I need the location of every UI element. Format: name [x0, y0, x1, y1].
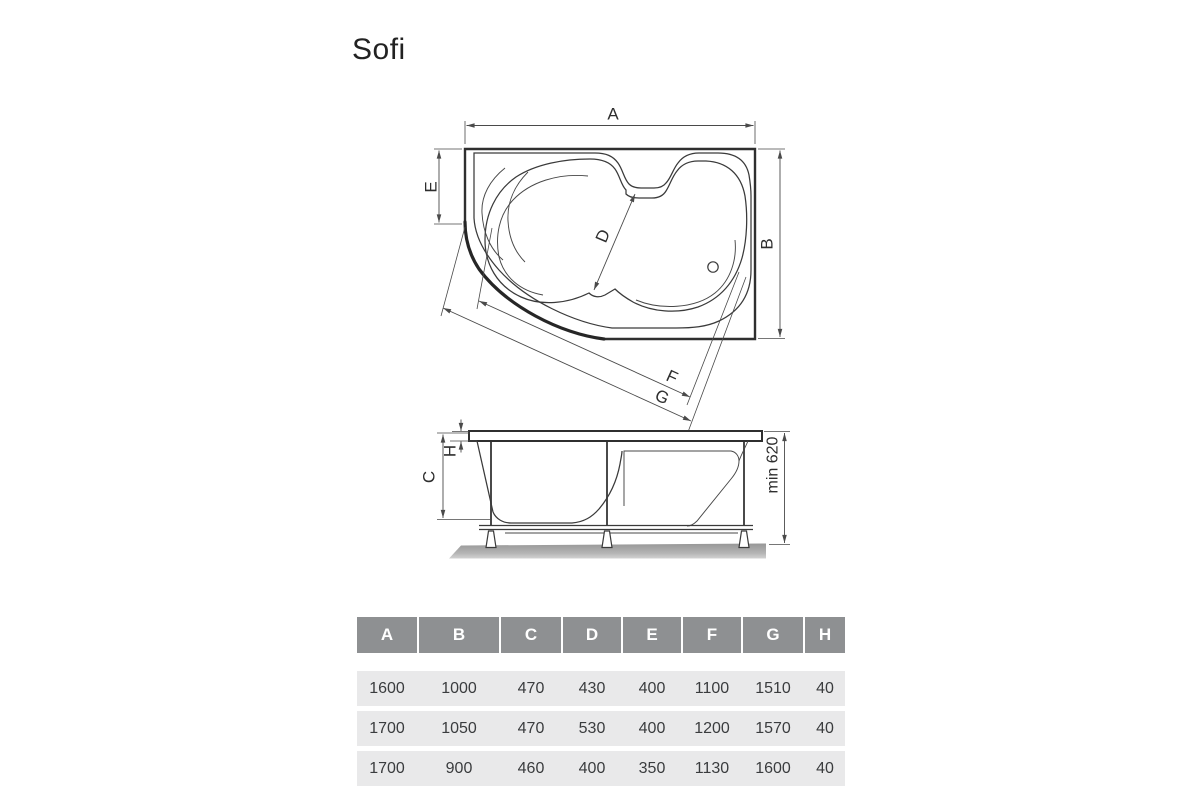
- spec-table-cell: 40: [816, 720, 834, 737]
- spec-table-header-cell: H: [805, 617, 845, 653]
- spec-table-cell: 1100: [694, 680, 730, 697]
- dim-label-d: D: [591, 226, 615, 246]
- spec-table-body: [357, 671, 845, 786]
- spec-table-header-cell: A: [357, 617, 417, 653]
- spec-table-cell: 1600: [369, 680, 405, 697]
- spec-table-cell: 1510: [755, 680, 791, 697]
- dim-label-g: G: [652, 385, 672, 409]
- dim-line-f: [479, 301, 690, 397]
- spec-table-cell: 430: [578, 680, 606, 697]
- spec-table-header-row: [357, 617, 845, 653]
- basin-floor-contour-right: [636, 240, 735, 306]
- bowl-profile-near: [493, 451, 622, 523]
- spec-table-cell: 900: [445, 760, 473, 777]
- spec-table-cell: 400: [638, 720, 666, 737]
- dim-label-min-height: min 620: [764, 436, 782, 494]
- dim-label-f: F: [663, 366, 681, 388]
- basin-floor-contour: [498, 175, 588, 295]
- spec-table-cell: 400: [638, 680, 666, 697]
- spec-table-header-cell: E: [623, 617, 681, 653]
- spec-table: [357, 617, 845, 791]
- table-row: [357, 711, 845, 746]
- spec-table-cell: 40: [816, 680, 834, 697]
- spec-table-header-cell: C: [501, 617, 561, 653]
- side-view: [420, 420, 791, 559]
- spec-table-header-cell: G: [743, 617, 803, 653]
- dim-line-g: [443, 308, 691, 421]
- spec-table-cell: 460: [517, 760, 545, 777]
- drain-circle: [708, 262, 718, 272]
- adjustable-foot: [486, 531, 496, 548]
- spec-table-cell: 1570: [755, 720, 791, 737]
- table-row: [357, 751, 845, 786]
- spec-table-cell: 400: [578, 760, 606, 777]
- spec-table-header-cell: F: [683, 617, 741, 653]
- dim-ext-a: [465, 121, 755, 144]
- bowl-profile-far: [624, 451, 739, 526]
- dim-ext-f: [477, 228, 739, 405]
- spec-table-cell: 530: [578, 720, 606, 737]
- spec-table-cell: 470: [517, 720, 545, 737]
- spec-table-cell: 40: [816, 760, 834, 777]
- spec-table-cell: 470: [517, 680, 545, 697]
- spec-table-header-cell: D: [563, 617, 621, 653]
- spec-table-cell: 1050: [441, 720, 477, 737]
- tub-outline: [465, 149, 755, 339]
- frame-posts: [491, 442, 744, 526]
- dim-label-e: E: [421, 181, 441, 193]
- frame-rail: [479, 526, 753, 530]
- spec-table-cell: 1200: [694, 720, 730, 737]
- dim-label-a: A: [607, 104, 619, 124]
- spec-table-cell: 350: [638, 760, 666, 777]
- spec-table-cell: 1130: [694, 760, 730, 777]
- seat-contour-2: [508, 172, 528, 262]
- spec-table-cell: 1600: [755, 760, 791, 777]
- spec-table-cell: 1000: [441, 680, 477, 697]
- rim-slab: [469, 431, 762, 441]
- adjustable-foot: [739, 531, 749, 548]
- table-row: [357, 671, 845, 706]
- spec-table-cell: 1700: [369, 760, 405, 777]
- dim-label-c: C: [419, 470, 439, 484]
- top-view: [422, 105, 786, 433]
- product-title: Sofi: [352, 33, 406, 66]
- dim-label-b: B: [757, 238, 777, 250]
- spec-table-header-cell: B: [419, 617, 499, 653]
- spec-table-cell: 1700: [369, 720, 405, 737]
- dim-label-h: H: [440, 444, 460, 458]
